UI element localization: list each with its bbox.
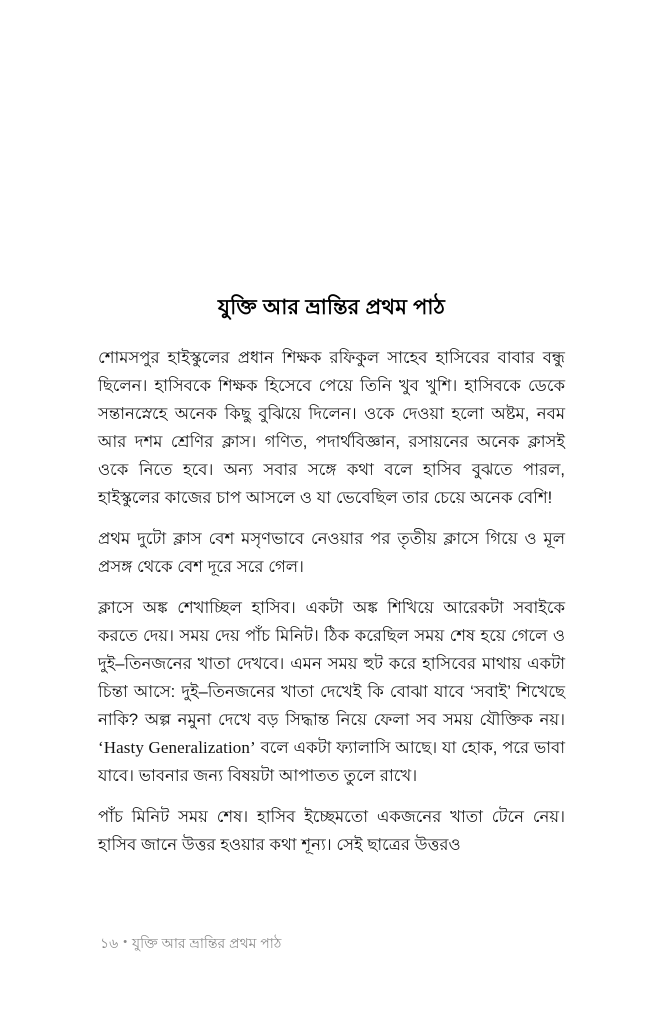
paragraph-3-segment-bengali-a: ক্লাসে অঙ্ক শেখাচ্ছিল হাসিব। একটা অঙ্ক শিখিয়ে আরেকটা সবাইকে করতে দেয়। সময় দেয় পাঁচ মিনিট। ঠিক করেছিল সময় শেষ হয়ে গেলে ও দুই–তিনজনের খাতা দেখবে। এমন সময় হুট করে হাসিবের মাথায় একটা চিন্তা আসে: দুই–তিনজনের খাতা দেখেই কি বোঝা যাবে ‘সবাই’ শিখেছে নাকি? অল্প নমুনা দেখে বড় সিদ্ধান্ত নিয়ে ফেলা সব সময় যৌক্তিক নয়। (98, 599, 565, 729)
paragraph-2: প্রথম দুটো ক্লাস বেশ মসৃণভাবে নেওয়ার পর তৃতীয় ক্লাসে গিয়ে ও মূল প্রসঙ্গ থেকে বেশ দূরে সরে গেল। (98, 530, 565, 576)
body-text-block (98, 344, 565, 859)
paragraph-3-segment-bengali-b: বলে একটা ফ্যালাসি আছে। যা হোক, পরে ভাবা যাবে। ভাবনার জন্য বিষয়টা আপাতত তুলে রাখে। (98, 739, 565, 785)
running-title: যুক্তি আর ভ্রান্তির প্রথম পাঠ (132, 935, 282, 951)
footer-bullet-icon: • (123, 936, 128, 948)
paragraph-4: পাঁচ মিনিট সময় শেষ। হাসিব ইচ্ছেমতো একজনের খাতা টেনে নেয়। হাসিব জানে উত্তর হওয়ার কথা শূন্য। সেই ছাত্রের উত্তরও (98, 808, 565, 854)
chapter-title: যুক্তি আর ভ্রান্তির প্রথম পাঠ (217, 296, 446, 320)
page-number: ১৬ (100, 935, 119, 951)
paragraph-1: শোমসপুর হাইস্কুলের প্রধান শিক্ষক রফিকুল সাহেব হাসিবের বাবার বন্ধু ছিলেন। হাসিবকে শিক্ষক হিসেবে পেয়ে তিনি খুব খুশি। হাসিবকে ডেকে সন্তানস্নেহে অনেক কিছু বুঝিয়ে দিলেন। ওকে দেওয়া হলো অষ্টম, নবম আর দশম শ্রেণির ক্লাস। গণিত, পদার্থবিজ্ঞান, রসায়নের অনেক ক্লাসই ওকে নিতে হবে। অন্য সবার সঙ্গে কথা বলে হাসিব বুঝতে পারল, হাইস্কুলের কাজের চাপ আসলে ও যা ভেবেছিল তার চেয়ে অনেক বেশি! (98, 349, 565, 507)
fallacy-term-hasty-generalization: ‘Hasty Generalization’ (98, 738, 256, 757)
page-footer (100, 933, 281, 955)
paragraph-3 (98, 594, 565, 790)
